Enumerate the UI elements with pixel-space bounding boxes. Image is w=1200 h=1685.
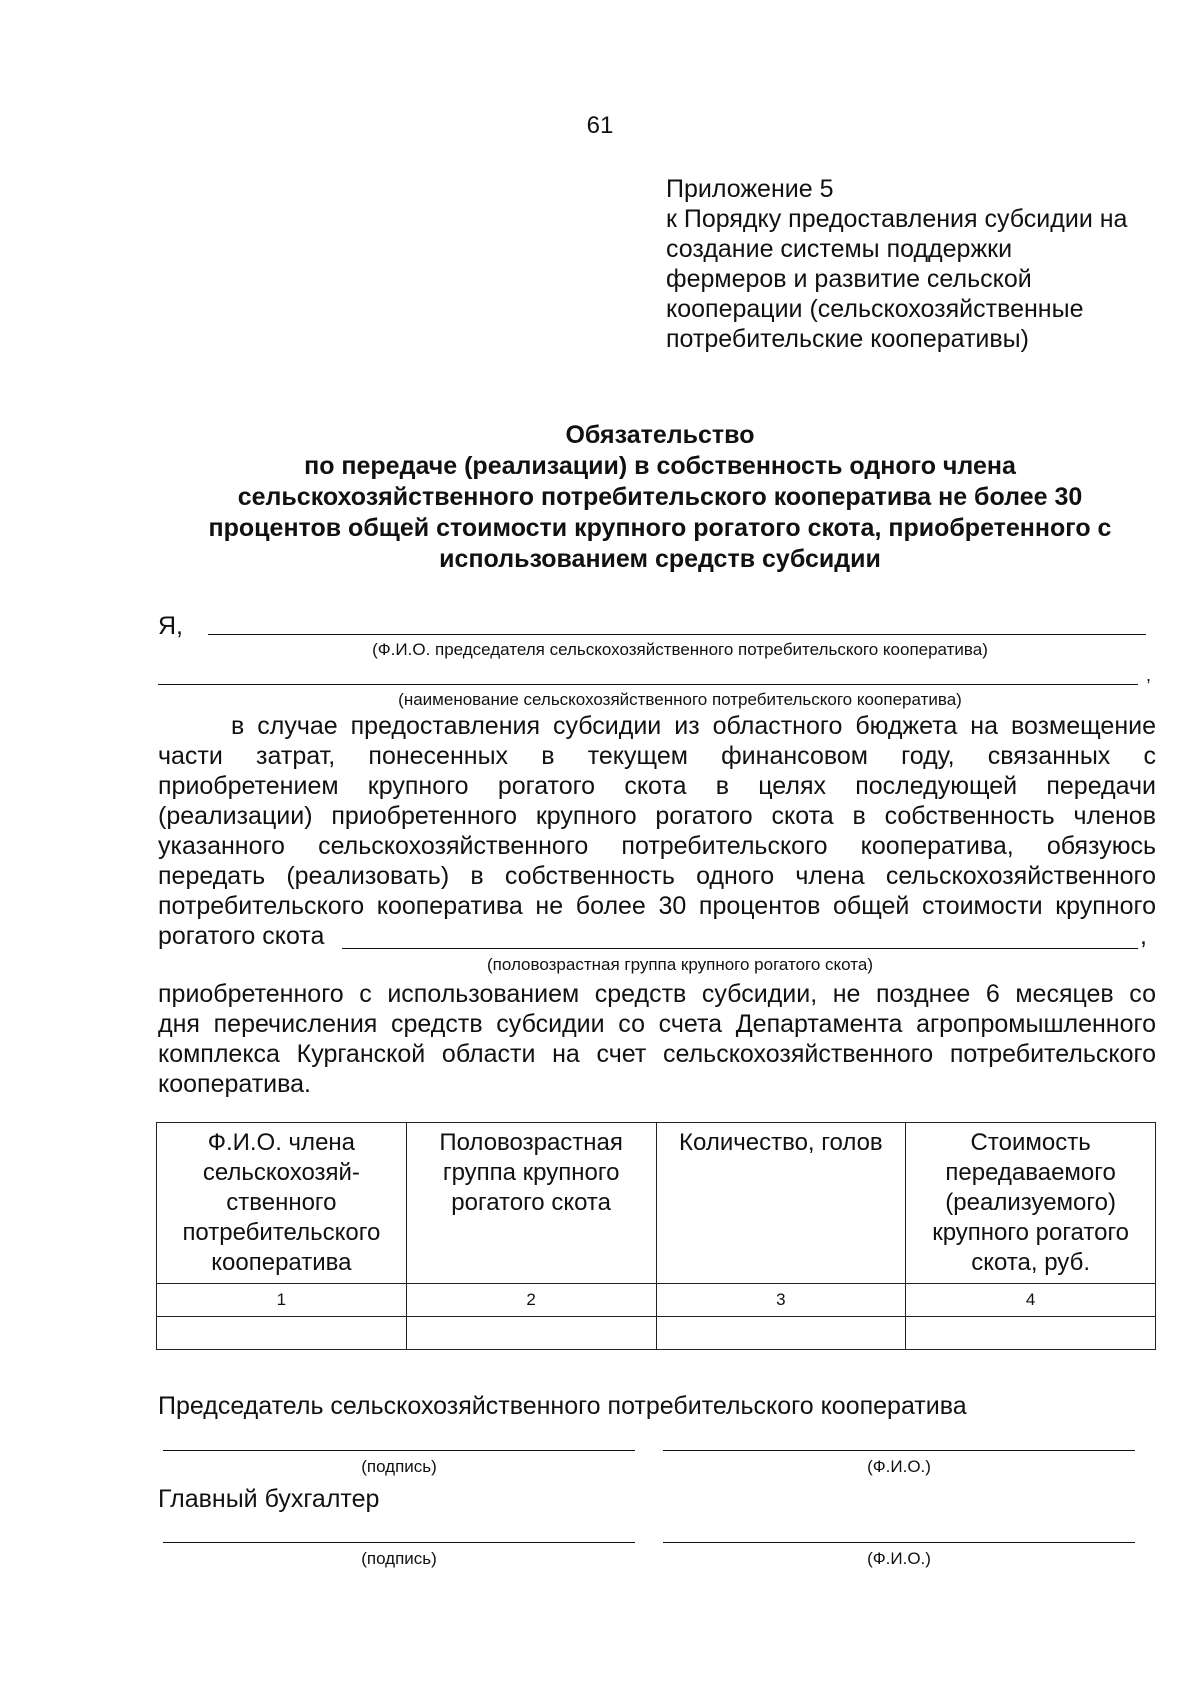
page-number: 61 [586, 112, 614, 139]
annex-line: фермеров и развитие сельской [666, 265, 1032, 293]
accountant-signature-hint: (подпись) [361, 1549, 437, 1568]
accountant-signature-field[interactable] [163, 1522, 635, 1543]
chairman-title: Председатель сельскохозяйственного потребительского кооператива [158, 1392, 967, 1420]
chairman-signature-hint: (подпись) [361, 1457, 437, 1476]
transfer-table [156, 1122, 1156, 1350]
chairman-fio-hint: (Ф.И.О.) [867, 1457, 931, 1476]
cooperative-name-comma: , [1146, 665, 1152, 685]
paragraph-line: передать (реализовать) в собственность одного члена сельскохозяйственного [158, 862, 1156, 890]
column-number: 1 [157, 1284, 407, 1317]
table-cell[interactable] [157, 1317, 407, 1350]
table-cell[interactable] [406, 1317, 656, 1350]
paragraph-line: в случае предоставления субсидии из областного бюджета на возмещение [231, 712, 1156, 740]
chairman-fio-field[interactable] [663, 1430, 1135, 1451]
table-header-row [157, 1123, 1156, 1284]
table-cell[interactable] [906, 1317, 1156, 1350]
cattle-group-field[interactable] [342, 922, 1138, 949]
accountant-title: Главный бухгалтер [158, 1485, 380, 1513]
column-number: 2 [406, 1284, 656, 1317]
table-row [157, 1317, 1156, 1350]
title-line: Обязательство [565, 421, 755, 449]
title-line: использованием средств субсидии [439, 545, 881, 573]
column-number: 4 [906, 1284, 1156, 1317]
paragraph-line: части затрат, понесенных в текущем финансовом году, связанных с [158, 742, 1156, 770]
annex-line: кооперации (сельскохозяйственные [666, 295, 1084, 323]
header-member-name: Ф.И.О. члена сельскохозяй-ственного потребительского кооператива [157, 1123, 407, 1284]
annex-line: потребительские кооперативы) [666, 325, 1029, 353]
annex-line: создание системы поддержки [666, 235, 1013, 263]
title-line: по передаче (реализации) в собственность одного члена [304, 452, 1016, 480]
annex-block [666, 174, 1186, 354]
annex-line: Приложение 5 [666, 175, 834, 203]
document-title [130, 420, 1190, 575]
cattle-group-hint: (половозрастная группа крупного рогатого скота) [487, 955, 873, 974]
column-number: 3 [656, 1284, 906, 1317]
cattle-comma: , [1140, 922, 1147, 950]
paragraph-line: указанного сельскохозяйственного потребительского кооператива, обязуюсь [158, 832, 1156, 860]
chairman-name-field[interactable] [208, 604, 1146, 635]
table-number-row [157, 1284, 1156, 1317]
table-cell[interactable] [656, 1317, 906, 1350]
ya-label: Я, [158, 612, 183, 640]
accountant-fio-field[interactable] [663, 1522, 1135, 1543]
header-head-count: Количество, голов [656, 1123, 906, 1284]
paragraph-line: потребительского кооператива не более 30 процентов общей стоимости крупного [158, 892, 1156, 920]
paragraph-deadline [158, 979, 1156, 1099]
title-line: процентов общей стоимости крупного рогатого скота, приобретенного с [208, 514, 1112, 542]
accountant-fio-hint: (Ф.И.О.) [867, 1549, 931, 1568]
paragraph-line: кооператива. [158, 1070, 311, 1098]
paragraph-line: приобретенного с использованием средств субсидии, не позднее 6 месяцев со [158, 980, 1156, 1008]
title-line: сельскохозяйственного потребительского кооператива не более 30 [237, 483, 1083, 511]
cooperative-name-field[interactable] [158, 656, 1138, 685]
paragraph-line: (реализации) приобретенного крупного рогатого скота в собственность членов [158, 802, 1156, 830]
chairman-signature-field[interactable] [163, 1430, 635, 1451]
header-cattle-group: Половозрастная группа крупного рогатого скота [406, 1123, 656, 1284]
paragraph-commitment [158, 711, 1156, 921]
cooperative-name-hint: (наименование сельскохозяйственного потребительского кооператива) [398, 690, 962, 709]
cattle-prefix: рогатого скота [158, 922, 325, 950]
paragraph-line: комплекса Курганской области на счет сельскохозяйственного потребительского [158, 1040, 1156, 1068]
annex-line: к Порядку предоставления субсидии на [666, 205, 1128, 233]
paragraph-line: дня перечисления средств субсидии со счета Департамента агропромышленного [158, 1010, 1156, 1038]
header-cattle-cost: Стоимость передаваемого (реализуемого) крупного рогатого скота, руб. [906, 1123, 1156, 1284]
paragraph-line: приобретением крупного рогатого скота в целях последующей передачи [158, 772, 1156, 800]
chairman-name-hint: (Ф.И.О. председателя сельскохозяйственного потребительского кооператива) [372, 640, 988, 659]
